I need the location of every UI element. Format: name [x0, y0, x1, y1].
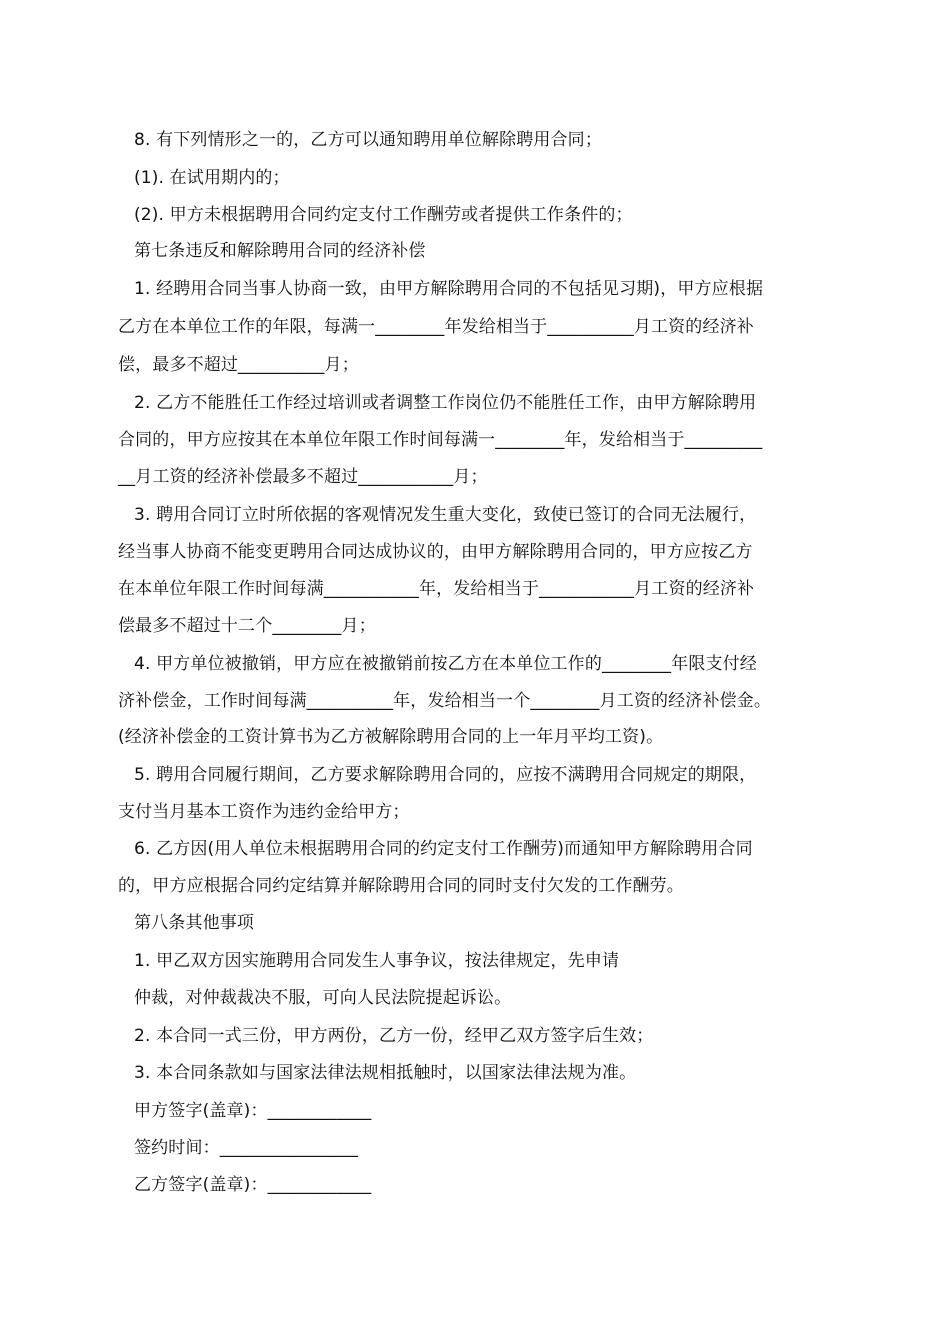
article-7-item-1-line-2: 乙方在本单位工作的年限，每满一________年发给相当于__________月工资的经济补	[118, 317, 754, 337]
article-7-item-2-line-2: 合同的，甲方应按其在本单位年限工作时间每满一________年，发给相当于_________	[118, 430, 763, 450]
article-8-item-2: 2. 本合同一式三份，甲方两份，乙方一份，经甲乙双方签字后生效；	[134, 1026, 654, 1046]
clause-8-heading: 8. 有下列情形之一的，乙方可以通知聘用单位解除聘用合同；	[134, 130, 602, 150]
party-a-signature-line: 甲方签字(盖章)：____________	[134, 1101, 372, 1121]
article-7-item-4-line-3: (经济补偿金的工资计算书为乙方被解除聘用合同的上一年月平均工资)。	[118, 727, 664, 747]
article-7-item-6-line-1: 6. 乙方因(用人单位未根据聘用合同的约定支付工作酬劳)而通知甲方解除聘用合同	[134, 839, 753, 859]
article-7-item-4-line-1: 4. 甲方单位被撤销，甲方应在被撤销前按乙方在本单位工作的________年限支付经	[134, 654, 757, 674]
article-7-item-6-line-2: 的，甲方应根据合同约定结算并解除聘用合同的同时支付欠发的工作酬劳。	[118, 876, 684, 896]
article-7-item-3-line-2: 经当事人协商不能变更聘用合同达成协议的，由甲方解除聘用合同的，甲方应按乙方	[118, 542, 753, 562]
clause-8-item-2: (2). 甲方未根据聘用合同约定支付工作酬劳或者提供工作条件的；	[134, 205, 633, 225]
article-7-item-2-line-1: 2. 乙方不能胜任工作经过培训或者调整工作岗位仍不能胜任工作，由甲方解除聘用	[134, 393, 757, 413]
article-7-item-3-line-3: 在本单位年限工作时间每满___________年，发给相当于___________月工资的经济补	[118, 579, 755, 599]
article-7-item-5-line-1: 5. 聘用合同履行期间，乙方要求解除聘用合同的，应按不满聘用合同规定的期限，	[134, 765, 757, 785]
article-8-item-3: 3. 本合同条款如与国家法律法规相抵触时，以国家法律法规为准。	[134, 1063, 637, 1083]
article-8-item-1-line-2: 仲裁，对仲裁裁决不服，可向人民法院提起诉讼。	[134, 988, 512, 1008]
article-7-title: 第七条违反和解除聘用合同的经济补偿	[134, 241, 426, 261]
article-7-item-5-line-2: 支付当月基本工资作为违约金给甲方；	[118, 802, 410, 822]
article-7-item-3-line-4: 偿最多不超过十二个________月；	[118, 616, 376, 636]
party-b-signature-line: 乙方签字(盖章)：____________	[134, 1175, 372, 1195]
signing-date-line: 签约时间：________________	[134, 1138, 359, 1158]
article-7-item-3-line-1: 3. 聘用合同订立时所依据的客观情况发生重大变化，致使已签订的合同无法履行，	[134, 505, 757, 525]
article-7-item-1-line-3: 偿，最多不超过__________月；	[118, 355, 359, 375]
article-7-item-2-line-3: __月工资的经济补偿最多不超过___________月；	[118, 467, 488, 487]
article-8-title: 第八条其他事项	[134, 913, 255, 933]
article-7-item-4-line-2: 济补偿金，工作时间每满__________年，发给相当一个________月工资的经济补偿金。	[118, 691, 772, 711]
article-7-item-1-line-1: 1. 经聘用合同当事人协商一致，由甲方解除聘用合同的不包括见习期)，甲方应根据	[134, 279, 764, 299]
clause-8-item-1: (1). 在试用期内的；	[134, 168, 290, 188]
article-8-item-1-line-1: 1. 甲乙双方因实施聘用合同发生人事争议，按法律规定，先申请	[134, 951, 620, 971]
